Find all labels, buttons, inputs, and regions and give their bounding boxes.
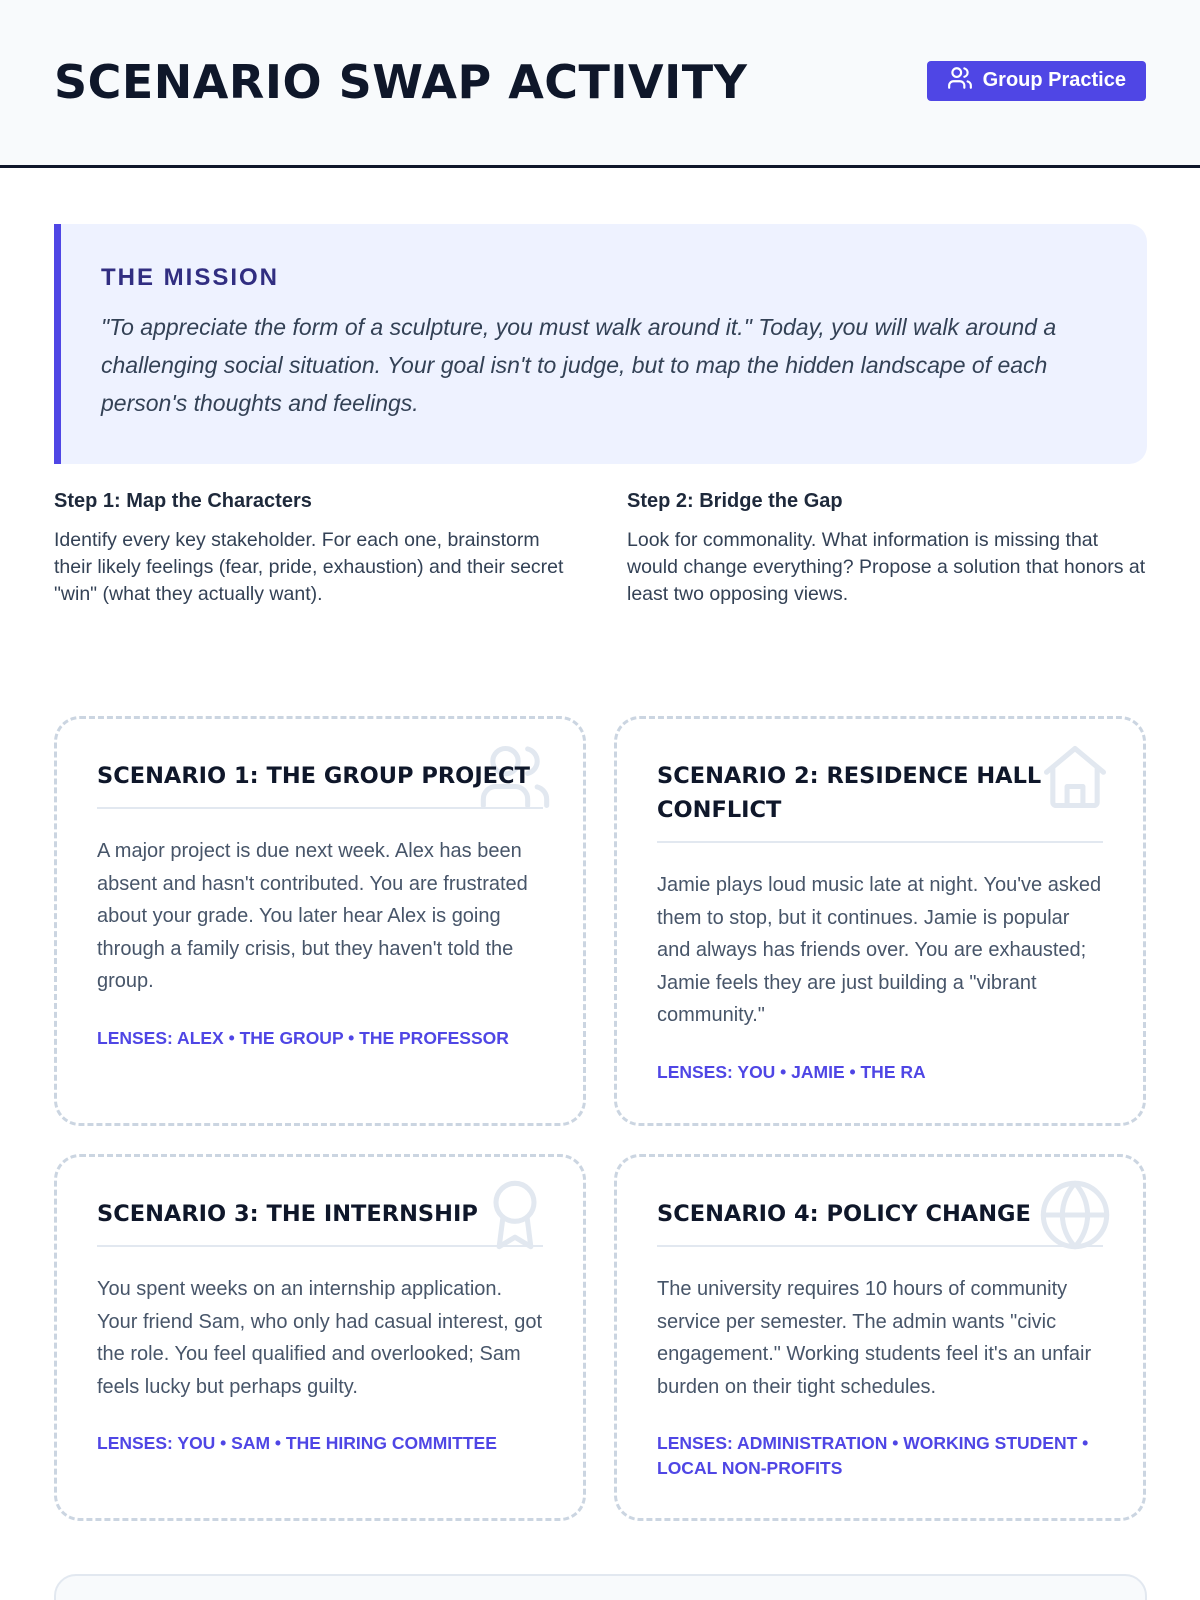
group-practice-badge xyxy=(927,61,1146,101)
scenario-lenses: LENSES: YOU • JAMIE • THE RA xyxy=(657,1061,926,1082)
scenario-lenses: LENSES: ALEX • THE GROUP • THE PROFESSOR xyxy=(97,1027,509,1048)
scenario-body: You spent weeks on an internship application. Your friend Sam, who only had casual interest, got the role. You feel qualified and overlooked; Sam feels lucky but perhaps guilty. xyxy=(97,1278,543,1398)
scenario-lenses: LENSES: ADMINISTRATION • WORKING STUDENT • LOCAL NON-PROFITS xyxy=(657,1433,1089,1478)
scenario-body: A major project is due next week. Alex has been absent and hasn't contributed. You are frustrated about your grade. You later hear Alex is going through a family crisis, but they haven't told the group. xyxy=(97,840,528,992)
scenario-card-4 xyxy=(614,1154,1146,1521)
scenario-title: SCENARIO 2: RESIDENCE HALL CONFLICT xyxy=(657,759,1103,843)
reflection-box xyxy=(54,1574,1147,1600)
step-1 xyxy=(54,490,574,608)
scenario-title: SCENARIO 4: POLICY CHANGE xyxy=(657,1197,1103,1247)
mission-text: "To appreciate the form of a sculpture, you must walk around it." Today, you will walk around a challenging social situation. Your goal isn't to judge, but to map the hidden landscape of each person's thoughts and feelings. xyxy=(101,314,1057,416)
step-title: Step 2: Bridge the Gap xyxy=(627,490,843,512)
scenario-body: The university requires 10 hours of community service per semester. The admin wants "civic engagement." Working students feel it's an unfair burden on their tight schedules. xyxy=(657,1278,1092,1398)
mission-heading: THE MISSION xyxy=(101,264,280,291)
users-icon xyxy=(947,65,973,97)
scenario-title: SCENARIO 3: THE INTERNSHIP xyxy=(97,1197,543,1247)
scenario-title: SCENARIO 1: THE GROUP PROJECT xyxy=(97,759,543,809)
step-text: Look for commonality. What information is missing that would change everything? Propose a solution that honors at least two opposing views. xyxy=(627,529,1146,605)
page-title: SCENARIO SWAP ACTIVITY xyxy=(54,54,748,109)
badge-label: Group Practice xyxy=(982,69,1126,91)
mission-callout xyxy=(54,224,1147,464)
scenario-lenses: LENSES: YOU • SAM • THE HIRING COMMITTEE xyxy=(97,1433,497,1453)
scenario-card-3 xyxy=(54,1154,586,1521)
scenario-card-2 xyxy=(614,716,1146,1126)
step-text: Identify every key stakeholder. For each one, brainstorm their likely feelings (fear, pride, exhaustion) and their secret "win" (what they actually want). xyxy=(54,529,564,605)
scenario-body: Jamie plays loud music late at night. You've asked them to stop, but it continues. Jamie is popular and always has friends over. You are exhausted; Jamie feels they are just building a "vibrant community." xyxy=(657,874,1102,1026)
page-header xyxy=(0,0,1200,168)
step-2 xyxy=(627,490,1147,608)
steps-section xyxy=(54,490,1147,608)
scenario-card-1 xyxy=(54,716,586,1126)
step-title: Step 1: Map the Characters xyxy=(54,490,312,512)
